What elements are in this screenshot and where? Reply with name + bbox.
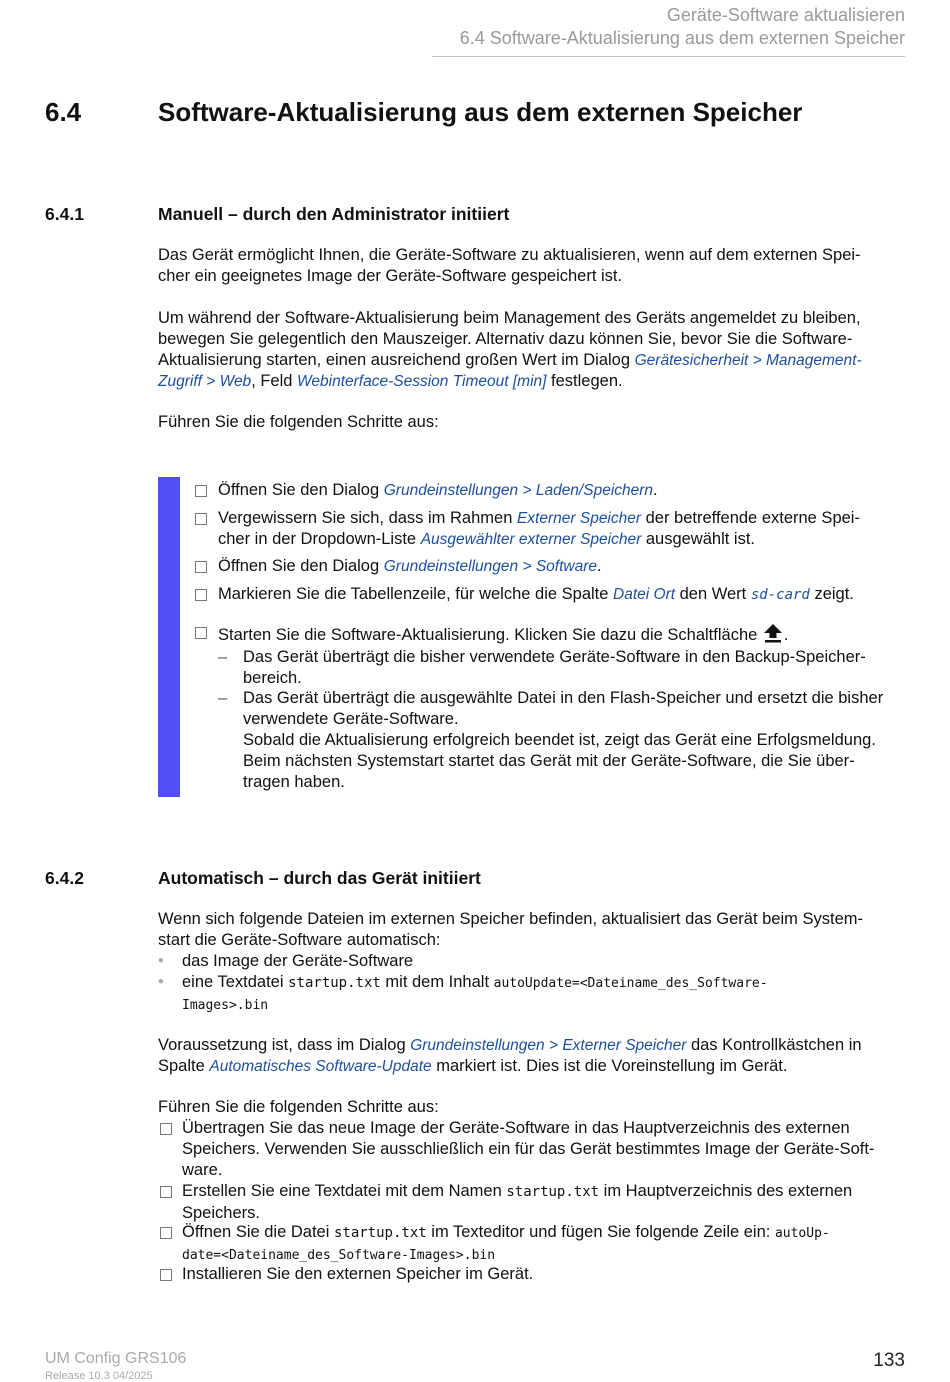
text: Öffnen Sie den Dialog (218, 481, 384, 499)
text: Voraussetzung ist, dass im Dialog (158, 1036, 411, 1054)
dropdown-name-link: Ausgewählter externer Speicher (420, 531, 642, 548)
text: eine Textdatei (182, 973, 289, 991)
text-line: Das Gerät überträgt die ausgewählte Datei in den Flash-Speicher und ersetzt die bisher (243, 689, 884, 707)
checkbox-icon (160, 1186, 172, 1198)
text: der betreffende externe Spei- (641, 509, 860, 527)
text: mit dem Inhalt (380, 973, 494, 991)
text-line: bewegen Sie gelegentlich den Mauszeiger. Alternativ dazu können Sie, bevor Sie die Software- (158, 330, 853, 348)
dialog-path-link: Grundeinstellungen > Externer Speicher (410, 1037, 687, 1054)
text-line: ware. (182, 1161, 223, 1179)
steps-intro: Führen Sie die folgenden Schritte aus: (158, 1098, 439, 1116)
bullet-marker: • (158, 952, 164, 970)
text: Vergewissern Sie sich, dass im Rahmen (218, 509, 517, 527)
text: ausgewählt ist. (641, 530, 755, 548)
code-filename: startup.txt (333, 1225, 427, 1241)
text: Markieren Sie die Tabellenzeile, für welche die Spalte (218, 585, 614, 603)
text: Öffnen Sie die Datei (182, 1223, 334, 1241)
text: . (597, 557, 602, 575)
text-line: Speichers. (182, 1204, 260, 1222)
text-line: Das Gerät ermöglicht Ihnen, die Geräte-Software zu aktualisieren, wenn auf dem externen Spei- (158, 246, 861, 264)
footer-release: Release 10.3 04/2025 (45, 1370, 153, 1382)
text: markiert ist. Dies ist die Voreinstellung im Gerät. (431, 1057, 788, 1075)
dialog-path-link: Grundeinstellungen > Laden/Speichern (383, 482, 654, 499)
text-line: Wenn sich folgende Dateien im externen Speicher befinden, aktualisiert das Gerät beim System- (158, 910, 863, 928)
text: Erstellen Sie eine Textdatei mit dem Namen (182, 1182, 507, 1200)
checkbox-icon (195, 513, 207, 525)
text: Installieren Sie den externen Speicher im Gerät. (182, 1265, 534, 1283)
text-line: tragen haben. (243, 773, 345, 791)
column-name-link: Datei Ort (613, 586, 676, 603)
footer-doc-title: UM Config GRS106 (45, 1350, 187, 1367)
dialog-path-link: Zugriff > Web (158, 373, 252, 390)
checkbox-icon (195, 485, 207, 497)
frame-name-link: Externer Speicher (516, 510, 642, 527)
text-line: Um während der Software-Aktualisierung beim Management des Geräts angemeldet zu bleiben, (158, 309, 861, 327)
text: Starten Sie die Software-Aktualisierung. Klicken Sie dazu die Schaltfläche (218, 626, 762, 644)
text-line: cher ein geeignetes Image der Geräte-Software gespeichert ist. (158, 267, 623, 285)
subsection-number: 6.4.1 (45, 204, 84, 224)
text-line (158, 350, 903, 371)
paragraph (158, 1035, 903, 1077)
text-line: Das Gerät überträgt die bisher verwendete Geräte-Software in den Backup-Speicher- (243, 648, 866, 666)
checkbox-icon (195, 627, 207, 639)
text: zeigt. (809, 585, 854, 603)
code-content: autoUp- (774, 1226, 830, 1241)
paragraph (158, 308, 903, 392)
text: das Image der Geräte-Software (182, 952, 414, 970)
text-line: verwendete Geräte-Software. (243, 710, 459, 728)
code-content: autoUpdate=<Dateiname_des_Software- (493, 976, 768, 991)
text: im Texteditor und fügen Sie folgende Zeile ein: (426, 1223, 775, 1241)
checkbox-icon (160, 1269, 172, 1281)
subsection-number: 6.4.2 (45, 868, 84, 888)
code-value: sd-card (750, 587, 810, 603)
text-line: start die Geräte-Software automatisch: (158, 931, 441, 949)
running-header-section: 6.4 Software-Aktualisierung aus dem externen Speicher (459, 28, 905, 48)
steps-intro: Führen Sie die folgenden Schritte aus: (158, 413, 439, 431)
text-line: Sobald die Aktualisierung erfolgreich beendet ist, zeigt das Gerät eine Erfolgsmeldung. (243, 731, 876, 749)
paragraph (158, 909, 903, 951)
checkbox-icon (195, 561, 207, 573)
text: , Feld (251, 372, 298, 390)
header-rule (432, 56, 905, 57)
dash-marker: – (218, 689, 228, 707)
text: im Hauptverzeichnis des externen (599, 1182, 853, 1200)
text: festlegen. (546, 372, 623, 390)
text-line: Übertragen Sie das neue Image der Geräte-Software in das Hauptverzeichnis des externen (182, 1119, 850, 1137)
procedure-sidebar-bar (158, 477, 180, 797)
code-content: date=<Dateiname_des_Software-Images>.bin (182, 1248, 496, 1263)
column-name-link: Automatisches Software-Update (209, 1058, 432, 1075)
code-filename: startup.txt (506, 1184, 600, 1200)
text-line: Beim nächsten Systemstart startet das Gerät mit der Geräte-Software, die Sie über- (243, 752, 855, 770)
running-header-chapter: Geräte-Software aktualisieren (666, 5, 905, 25)
section-title: Software-Aktualisierung aus dem externen Speicher (158, 97, 803, 127)
text-line: Speichers. Verwenden Sie ausschließlich ein für das Gerät bestimmtes Image der Geräte-Soft- (182, 1140, 875, 1158)
bullet-marker: • (158, 973, 164, 991)
text: . (653, 481, 658, 499)
dialog-path-link: Gerätesicherheit > Management- (634, 352, 862, 369)
subsection-title: Automatisch – durch das Gerät initiiert (158, 868, 481, 888)
section-number: 6.4 (45, 97, 82, 127)
text: den Wert (675, 585, 751, 603)
dialog-path-link: Grundeinstellungen > Software (383, 558, 597, 575)
text: . (783, 626, 789, 644)
code-filename: startup.txt (288, 975, 381, 991)
text-line: bereich. (243, 669, 302, 687)
text-line (158, 371, 903, 392)
dash-marker: – (218, 648, 228, 666)
text: Aktualisierung starten, einen ausreichend großen Wert im Dialog (158, 351, 635, 369)
code-content: Images>.bin (182, 998, 269, 1013)
page-number: 133 (873, 1350, 905, 1371)
subsection-title: Manuell – durch den Administrator initiiert (158, 204, 510, 224)
checkbox-icon (160, 1227, 172, 1239)
text: Öffnen Sie den Dialog (218, 557, 384, 575)
upload-arrow-icon (762, 622, 784, 644)
checkbox-icon (160, 1123, 172, 1135)
checkbox-icon (195, 589, 207, 601)
text: cher in der Dropdown-Liste (218, 530, 421, 548)
text: Spalte (158, 1057, 210, 1075)
text: das Kontrollkästchen in (686, 1036, 862, 1054)
field-name-link: Webinterface-Session Timeout [min] (297, 373, 547, 390)
paragraph (158, 245, 903, 287)
